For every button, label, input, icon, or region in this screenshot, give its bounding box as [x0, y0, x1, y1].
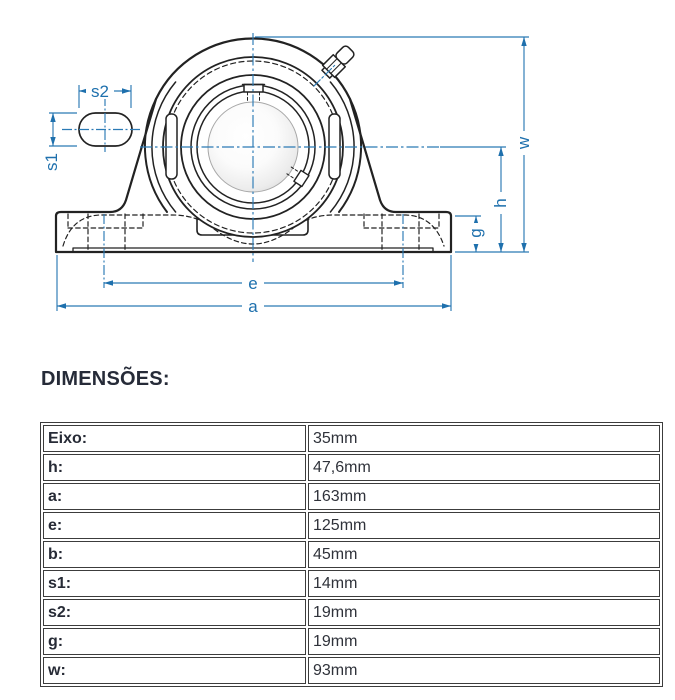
dim-label-h: h [491, 198, 510, 208]
dimensions-table [40, 422, 663, 687]
bearing-diagram-svg [0, 0, 675, 345]
dimension-value-cell: 125mm [308, 512, 660, 539]
table-row [43, 425, 660, 452]
dim-label-a: a [248, 297, 258, 316]
dimension-value-cell: 35mm [308, 425, 660, 452]
bearing-diagram [0, 0, 675, 345]
dimension-name-cell: s1: [43, 570, 306, 597]
dimension-name-cell: w: [43, 657, 306, 684]
dimension-value-cell: 47,6mm [308, 454, 660, 481]
dim-label-w: w [514, 136, 533, 150]
dim-label-s1: s1 [42, 153, 61, 171]
dimension-value-cell: 93mm [308, 657, 660, 684]
dim-label-s2: s2 [91, 82, 109, 101]
dim-label-g: g [466, 228, 485, 238]
table-row [43, 628, 660, 655]
dimension-value-cell: 45mm [308, 541, 660, 568]
table-row [43, 541, 660, 568]
section-title: DIMENSÕES: [41, 368, 170, 390]
table-row [43, 657, 660, 684]
dimension-name-cell: Eixo: [43, 425, 306, 452]
dimension-name-cell: g: [43, 628, 306, 655]
dimension-name-cell: e: [43, 512, 306, 539]
dimension-name-cell: b: [43, 541, 306, 568]
table-row [43, 454, 660, 481]
table-row [43, 599, 660, 626]
dimension-name-cell: h: [43, 454, 306, 481]
dimension-name-cell: a: [43, 483, 306, 510]
dimension-value-cell: 19mm [308, 628, 660, 655]
dimension-name-cell: s2: [43, 599, 306, 626]
table-row [43, 483, 660, 510]
table-row [43, 512, 660, 539]
dimension-value-cell: 14mm [308, 570, 660, 597]
dim-label-e: e [248, 274, 258, 293]
table-row [43, 570, 660, 597]
dimension-value-cell: 19mm [308, 599, 660, 626]
dimension-value-cell: 163mm [308, 483, 660, 510]
